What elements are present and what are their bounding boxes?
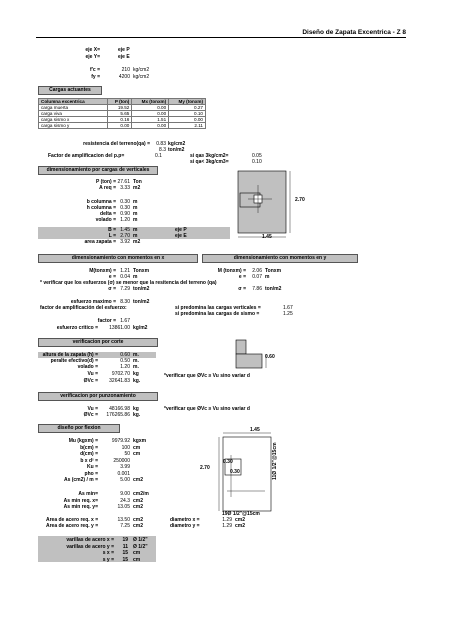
mx-unit: Tonxm bbox=[133, 268, 150, 274]
asmin-row-value: 13.05 bbox=[117, 504, 130, 510]
fc-unit: kg/cm2 bbox=[133, 67, 150, 73]
corte-note: *verificar que ØVc ≥ Vu sino variar d bbox=[164, 373, 250, 379]
dim-row-unit: m bbox=[133, 205, 138, 211]
pv-value: 1.67 bbox=[283, 305, 293, 311]
ey-value: 0.07 bbox=[252, 274, 262, 280]
corte-row-unit: m. bbox=[133, 358, 139, 364]
ps-value: 1.25 bbox=[283, 311, 293, 317]
ex-unit: m bbox=[133, 274, 138, 280]
flex-row-label: d(cm) = bbox=[80, 451, 98, 457]
flex-row-label: Mu (kgxm) = bbox=[68, 438, 98, 444]
esf-crit-label: esfuerzo critico = bbox=[56, 325, 98, 331]
corte-row-unit: m. bbox=[133, 352, 139, 358]
cond1-value: 0.05 bbox=[252, 153, 262, 159]
dim-row-label: area zapata = bbox=[84, 239, 116, 245]
punz-vc-value: 176265.86 bbox=[106, 412, 130, 418]
asmin-row-value: 24.3 bbox=[120, 497, 130, 504]
esf-amp-label: factor de amplificación del esfuerzo: bbox=[40, 305, 127, 311]
cell: 0.00 bbox=[132, 105, 169, 111]
fig-h-label: 0.60 bbox=[265, 354, 275, 360]
dim-row-label: B = bbox=[108, 227, 116, 233]
punz-note: *verificar que ØVc ≥ Vu sino variar d bbox=[164, 406, 250, 412]
ps-label: si predomina las cargas de sismo = bbox=[175, 311, 260, 317]
cell: 0.00 bbox=[132, 111, 169, 117]
varilla-row-label: s x = bbox=[102, 550, 114, 556]
dim-row-label: A req = bbox=[99, 185, 116, 191]
diam-x-value: 1.29 bbox=[222, 517, 232, 523]
fig-right-rebar: 11Ø 1/2"@15cm bbox=[272, 442, 278, 480]
qa-unit-2: ton/m2 bbox=[168, 147, 185, 153]
col-header: Mx (tonxm) bbox=[132, 99, 169, 105]
dim-row-label: P (ton) = bbox=[95, 179, 116, 185]
diam-x-label: diametro x = bbox=[170, 517, 200, 523]
page-title: Diseño de Zapata Excentrica - Z 8 bbox=[36, 29, 406, 38]
flexion-header: diseño por flexion bbox=[38, 424, 120, 433]
dim-x-header: dimensionamiento con momentos en x bbox=[38, 254, 198, 263]
ey-unit: m bbox=[265, 274, 270, 280]
fig-left-dim: 2.70 bbox=[200, 465, 210, 471]
cell: carga viva bbox=[39, 111, 108, 117]
flex-row-value: 5.00 bbox=[120, 477, 130, 483]
flex-row-label: As (cm2) / m = bbox=[63, 477, 98, 483]
varilla-row-value: 15 bbox=[122, 556, 128, 563]
diam-y-label: diametro y = bbox=[170, 523, 200, 529]
flex-row-label: pho = bbox=[84, 470, 98, 477]
cell: 19.52 bbox=[108, 105, 132, 111]
dim-row-label: b columna = bbox=[86, 199, 116, 205]
mx-label: M(tonxm) = bbox=[89, 268, 116, 274]
my-unit: Tonxm bbox=[265, 268, 282, 274]
area-y-value: 7.25 bbox=[120, 523, 130, 529]
dim-row-unit: m bbox=[133, 211, 138, 217]
dim-vert-header: dimensionamiento por cargas de verticales bbox=[38, 166, 158, 175]
dim-row-value: 0.30 bbox=[120, 199, 130, 205]
sx-label: σ = bbox=[108, 286, 116, 292]
flex-row-label: b(cm) = bbox=[80, 444, 98, 451]
cell: 1.51 bbox=[132, 117, 169, 123]
qa-value-1: 0.83 bbox=[156, 141, 166, 147]
corte-row-unit: m. bbox=[133, 364, 139, 370]
fy-unit: kg/cm2 bbox=[133, 74, 150, 80]
asmin-row-value: 9.00 bbox=[120, 491, 130, 497]
cell: 0.27 bbox=[169, 105, 206, 111]
asmin-row-unit: cm2 bbox=[133, 504, 144, 510]
esf-crit-unit: kg/m2 bbox=[133, 325, 148, 331]
flex-row-value: 50 bbox=[124, 451, 130, 457]
ex-value: 0.04 bbox=[120, 274, 130, 280]
flex-row-unit: kgxm bbox=[133, 438, 147, 444]
flex-row-label: Ku = bbox=[87, 464, 98, 470]
corte-row-label: altura de la zapata (h) = bbox=[42, 352, 98, 358]
table-row bbox=[39, 123, 206, 129]
flex-row-value: 9979.92 bbox=[111, 438, 130, 444]
dim-row-value: 3.92 bbox=[120, 239, 130, 245]
dim-row-unit: m bbox=[133, 233, 138, 239]
flex-row-unit: cm2 bbox=[133, 477, 144, 483]
fig-top-dim: 1.45 bbox=[250, 427, 260, 433]
corte-row-label: ØVc = bbox=[83, 378, 98, 384]
dim-row-label: L = bbox=[108, 233, 116, 239]
dim-row-value: 2.70 bbox=[120, 233, 130, 239]
varilla-row-label: varillas de acero x = bbox=[66, 537, 114, 543]
factor-value: 1.67 bbox=[120, 318, 130, 324]
asmin-row-unit: cm2 bbox=[133, 497, 144, 504]
area-x-label: Area de acero req. x = bbox=[46, 517, 99, 523]
esf-max-label: esfuerzo maximo = bbox=[70, 299, 116, 305]
fig-bottom-rebar: 19Ø 1/2"@15cm bbox=[222, 511, 260, 517]
verify-note: * verificar que los esfuerzos (σ) se menor que la resitencia del terreno (qa) bbox=[40, 280, 217, 286]
dim-row-unit: m2 bbox=[133, 185, 141, 191]
dim-row-value: 1.45 bbox=[120, 227, 130, 233]
dim-row-unit: m bbox=[133, 227, 138, 233]
varilla-row-value: 19 bbox=[122, 537, 128, 543]
punz-vc-label: ØVc = bbox=[83, 412, 98, 418]
corte-header: verificacion por corte bbox=[38, 338, 158, 347]
cell: 0.00 bbox=[108, 123, 132, 129]
cargas-header-row bbox=[39, 99, 206, 105]
cell: 0.16 bbox=[108, 117, 132, 123]
corte-row-value: 32641.83 bbox=[109, 378, 130, 384]
punz-vc-unit: kg. bbox=[133, 412, 141, 418]
factor-pp-value: 0.1 bbox=[155, 153, 162, 159]
factor-label: factor = bbox=[97, 318, 116, 324]
diam-y-unit: cm2 bbox=[235, 523, 246, 529]
pv-label: si predomina las cargas verticales = bbox=[175, 305, 261, 311]
corte-row-value: 0.50 bbox=[120, 358, 130, 364]
fy-value: 4200 bbox=[118, 74, 130, 80]
dim-row-unit: m2 bbox=[133, 239, 141, 245]
cargas-table bbox=[38, 98, 206, 129]
corte-row-unit: kg. bbox=[133, 378, 141, 384]
dim-row-value: 27.61 bbox=[117, 179, 130, 185]
qa-value-2: 8.3 bbox=[159, 147, 166, 153]
flex-row-value: 250000 bbox=[113, 457, 130, 464]
area-x-unit: cm2 bbox=[133, 517, 144, 523]
sx-unit: ton/m2 bbox=[133, 286, 150, 292]
col-header: P (ton) bbox=[108, 99, 132, 105]
ex-label: e = bbox=[108, 274, 116, 280]
dim-row-axis: eje P bbox=[175, 227, 187, 233]
cell: carga sismo y bbox=[39, 123, 108, 129]
varilla-row-unit: Ø 1/2" bbox=[133, 537, 148, 543]
varilla-row-label: s y = bbox=[102, 556, 114, 563]
dim-y-header: dimensionamiento con momentos en y bbox=[202, 254, 358, 263]
qa-unit-1: kg/cm2 bbox=[168, 141, 186, 147]
varilla-row-unit: Ø 1/2" bbox=[133, 543, 148, 550]
dim-row-value: 1.20 bbox=[120, 217, 130, 223]
corte-row-label: volado = bbox=[77, 364, 98, 370]
sy-label: σ = bbox=[238, 286, 246, 292]
eje-x-value: eje P bbox=[118, 47, 130, 53]
sy-unit: ton/m2 bbox=[265, 286, 282, 292]
cell: 5.65 bbox=[108, 111, 132, 117]
sy-value: 7.86 bbox=[252, 286, 262, 292]
fig-b-label: 1.45 bbox=[262, 234, 272, 240]
fc-label: f'c = bbox=[90, 67, 100, 73]
asmin-row-label: As min req. y= bbox=[63, 504, 98, 510]
cell: carga muerta bbox=[39, 105, 108, 111]
asmin-row-unit: cm2/m bbox=[133, 491, 149, 497]
corte-row-label: peralte efectivo(d) = bbox=[50, 358, 98, 364]
flex-row-value: 0.001 bbox=[117, 470, 130, 477]
asmin-row-label: As min= bbox=[78, 491, 98, 497]
dim-row-label: h columna = bbox=[86, 205, 116, 211]
corte-row-value: 9702.70 bbox=[111, 371, 130, 377]
dim-row-unit: m bbox=[133, 217, 138, 223]
dim-row-value: 0.90 bbox=[120, 211, 130, 217]
fig-l-label: 2.70 bbox=[295, 197, 305, 203]
corte-row-unit: kg bbox=[133, 371, 139, 377]
mx-value: 1.21 bbox=[120, 268, 130, 274]
corte-row-value: 0.60 bbox=[120, 352, 130, 358]
flex-row-label: b x d² = bbox=[80, 457, 98, 464]
col-header: Columna excentrica bbox=[39, 99, 108, 105]
corte-row-label: Vu = bbox=[87, 371, 98, 377]
cond2-value: 0.10 bbox=[252, 159, 262, 165]
dim-row-unit: m bbox=[133, 199, 138, 205]
dim-row-value: 3.33 bbox=[120, 185, 130, 191]
punz-header: verificacion por punzonamiento bbox=[38, 392, 158, 401]
punz-vu-value: 48166.98 bbox=[109, 406, 130, 412]
varilla-row-value: 15 bbox=[122, 550, 128, 556]
dim-row-label: volado = bbox=[95, 217, 116, 223]
area-x-value: 13.50 bbox=[117, 517, 130, 523]
dim-row-axis: eje E bbox=[175, 233, 187, 239]
fig-col-dim-1: 0.30 bbox=[223, 459, 233, 465]
varilla-row-unit: cm bbox=[133, 550, 141, 556]
eje-x-label: eje X= bbox=[85, 47, 100, 53]
punz-vu-label: Vu = bbox=[87, 406, 98, 412]
cell: 0.00 bbox=[132, 123, 169, 129]
col-header: My (tonxm) bbox=[169, 99, 206, 105]
dim-row-value: 0.30 bbox=[120, 205, 130, 211]
esf-max-unit: ton/m2 bbox=[133, 299, 150, 305]
fig-col-dim-2: 0.30 bbox=[230, 469, 240, 475]
diam-x-unit: cm2 bbox=[235, 517, 246, 523]
dim-row-label: delta = bbox=[100, 211, 116, 217]
varilla-row-unit: cm bbox=[133, 556, 141, 563]
area-y-label: Area de acero req. y = bbox=[46, 523, 99, 529]
cell: 0.10 bbox=[169, 111, 206, 117]
my-value: 2.06 bbox=[252, 268, 262, 274]
fc-value: 210 bbox=[121, 67, 130, 73]
dim-row-unit: Ton bbox=[133, 179, 142, 185]
varilla-row-value: 11 bbox=[122, 543, 128, 550]
corte-row-value: 1.20 bbox=[120, 364, 130, 370]
flex-row-value: 100 bbox=[121, 444, 130, 451]
flex-row-value: 3.99 bbox=[120, 464, 130, 470]
cond2-label: si qa< 3kg/cm3= bbox=[190, 159, 229, 165]
esf-crit-value: 13861.00 bbox=[109, 325, 130, 331]
flex-row-unit: cm bbox=[133, 451, 141, 457]
zapata-plan-figure bbox=[200, 165, 310, 245]
eje-y-label: eje Y= bbox=[85, 54, 100, 60]
ey-label: e = bbox=[238, 274, 246, 280]
area-y-unit: cm2 bbox=[133, 523, 144, 529]
eje-y-value: eje E bbox=[118, 54, 130, 60]
cell: carga sismo x bbox=[39, 117, 108, 123]
factor-pp-label: Factor de amplificacion del p.p= bbox=[48, 153, 125, 159]
my-label: M (tonxm) = bbox=[217, 268, 246, 274]
cell: 0.00 bbox=[169, 117, 206, 123]
diam-y-value: 1.29 bbox=[222, 523, 232, 529]
esf-max-value: 8.30 bbox=[120, 299, 130, 305]
punz-vu-unit: kg bbox=[133, 406, 139, 412]
sx-value: 7.29 bbox=[120, 286, 130, 292]
cell: 2.11 bbox=[169, 123, 206, 129]
varilla-row-label: varillas de acero y = bbox=[66, 543, 114, 550]
fy-label: fy = bbox=[91, 74, 100, 80]
cargas-header: Cargas actuantes bbox=[38, 86, 102, 95]
cond1-label: si qa≥ 3kg/cm2= bbox=[190, 153, 229, 159]
qa-label: resistencia del terreno(qa) = bbox=[83, 141, 150, 147]
asmin-row-label: As min req. x= bbox=[63, 497, 98, 504]
flex-row-unit: cm bbox=[133, 444, 141, 451]
